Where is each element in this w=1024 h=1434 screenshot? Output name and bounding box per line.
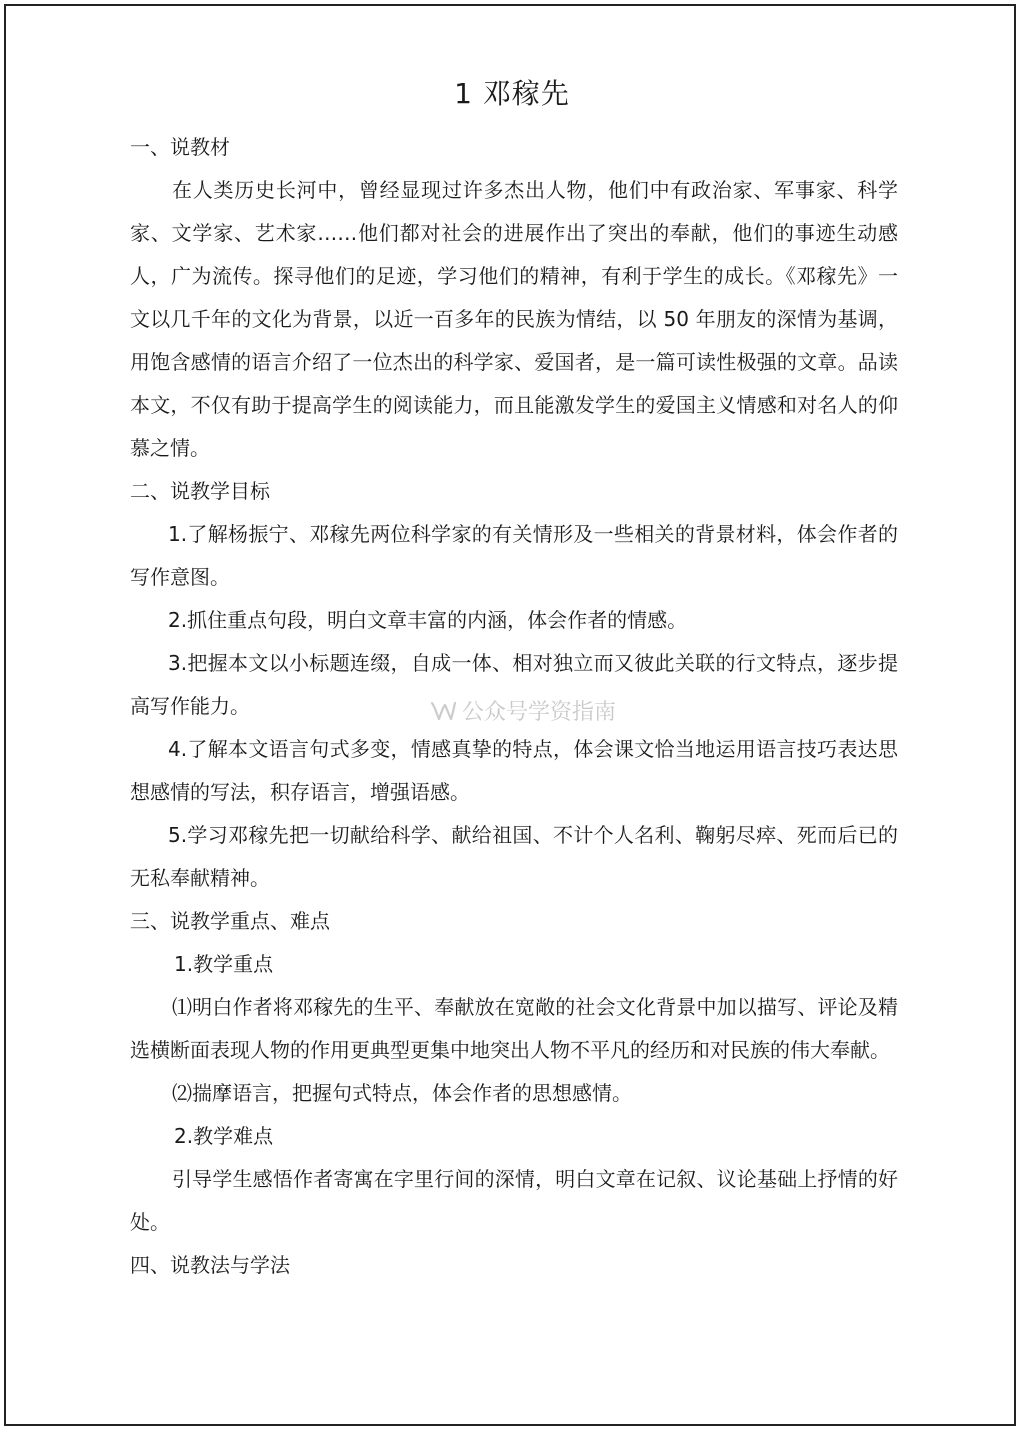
difficulty-paragraph: 引导学生感悟作者寄寓在字里行间的深情，明白文章在记叙、议论基础上抒情的好处。 xyxy=(130,1167,898,1234)
section-heading-2: 二、说教学目标 xyxy=(130,479,270,503)
paragraph-textbook: 在人类历史长河中，曾经显现过许多杰出人物，他们中有政治家、军事家、科学家、文学家、艺术家……他们都对社会的进展作出了突出的奉献，他们的事迹生动感人，广为流传。探寻他们的足迹，学习他们的精神，有利于学生的成长。《邓稼先》一文以几千年的文化为背景，以近一百多年的民族为情结，以 50 年朋友的深情为基调，用饱含感情的语言介绍了一位杰出的科学家、爱国者，是一篇可读性极强的文章。品读本文，不仅有助于提高学生的阅读能力，而且能激发学生的爱国主义情感和对名人的仰慕之情。 xyxy=(130,178,898,460)
document-body xyxy=(130,126,898,1287)
objective-item-2: 2.抓住重点句段，明白文章丰富的内涵，体会作者的情感。 xyxy=(168,608,688,632)
section-heading-4: 四、说教法与学法 xyxy=(130,1253,290,1277)
subheading-difficulties: 2.教学难点 xyxy=(174,1124,274,1148)
page-title: 1 邓稼先 xyxy=(454,77,570,110)
subheading-key-points: 1.教学重点 xyxy=(174,952,274,976)
watermark-text: 公众号学资指南 xyxy=(462,699,617,725)
key-point-item-1: ⑴明白作者将邓稼先的生平、奉献放在宽敞的社会文化背景中加以描写、评论及精选横断面表现人物的作用更典型更集中地突出人物不平凡的经历和对民族的伟大奉献。 xyxy=(130,995,898,1062)
objective-item-1: 1.了解杨振宁、邓稼先两位科学家的有关情形及一些相关的背景材料，体会作者的写作意图。 xyxy=(130,522,898,589)
section-heading-3: 三、说教学重点、难点 xyxy=(130,909,330,933)
objective-item-3: 3.把握本文以小标题连缀，自成一体、相对独立而又彼此关联的行文特点，逐步提高写作能力。 xyxy=(130,651,898,718)
objective-item-5: 5.学习邓稼先把一切献给科学、献给祖国、不计个人名利、鞠躬尽瘁、死而后已的无私奉献精神。 xyxy=(130,823,898,890)
objective-item-4: 4.了解本文语言句式多变，情感真挚的特点，体会课文恰当地运用语言技巧表达思想感情的写法，积存语言，增强语感。 xyxy=(130,737,898,804)
section-heading-1: 一、说教材 xyxy=(130,135,230,159)
key-point-item-2: ⑵揣摩语言，把握句式特点，体会作者的思想感情。 xyxy=(172,1081,632,1105)
